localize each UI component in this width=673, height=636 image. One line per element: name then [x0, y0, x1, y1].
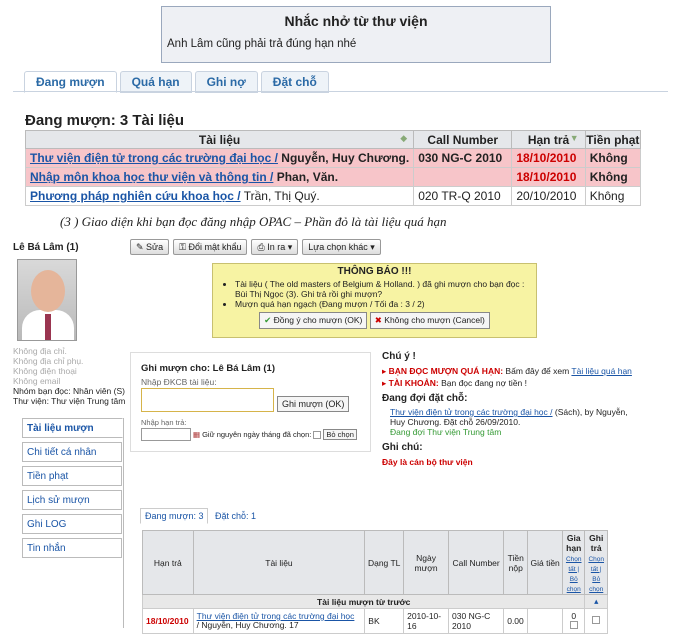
- checkout-submit-button[interactable]: Ghi mượn (OK): [277, 396, 349, 412]
- overdue-link[interactable]: Tài liệu quá hạn: [571, 366, 632, 376]
- loan-title-link[interactable]: Phương pháp nghiên cứu khoa học /: [30, 189, 241, 203]
- edit-button[interactable]: ✎ Sửa: [130, 239, 169, 255]
- menu-details[interactable]: Chi tiết cá nhân: [22, 442, 122, 462]
- tab-current-loans[interactable]: Đang mượn: [24, 71, 117, 93]
- hold-link[interactable]: Thư viện điện tử trong các trường đại học /: [390, 407, 553, 417]
- renew-checkbox[interactable]: [570, 621, 578, 629]
- patron-name: Lê Bá Lâm (1): [13, 242, 79, 253]
- patron-info: Không địa chỉ. Không địa chỉ phụ. Không điện thoại Không email Nhóm bạn đọc: Nhân viên (S) Thư viện: Thư viện Trung tâm: [13, 346, 126, 406]
- table-row: Thư viện điện tử trong các trường đại học / Nguyễn, Huy Chương. 030 NG-C 2010 18/10/2010 Không: [26, 149, 641, 168]
- tab-holds[interactable]: Đặt chỗ: [261, 71, 329, 93]
- checkout-title: Ghi mượn cho: Lê Bá Lâm (1): [141, 363, 275, 374]
- notice-title: Nhắc nhở từ thư viện: [284, 13, 428, 29]
- alert-title: THÔNG BÁO !!!: [337, 266, 412, 277]
- renew-select-all[interactable]: Chọn tất | Bỏ chọn: [565, 555, 582, 593]
- tab-holds-bottom[interactable]: Đặt chỗ: 1: [214, 511, 256, 521]
- check-icon: ✔: [264, 315, 272, 325]
- alert-dialog: [212, 263, 537, 338]
- sort-icon: ◆: [400, 132, 408, 143]
- loan-title-link[interactable]: Thư viện điện tử trong các trường đại học /: [30, 151, 278, 165]
- confirm-button[interactable]: ✔ Đồng ý cho mượn (OK): [259, 312, 367, 329]
- table-row: 18/10/2010 Thư viện điện tử trong các trường đại học / Nguyễn, Huy Chương. 17 BK 2010-10-16 030 NG-C 2010 0.00 0: [143, 609, 608, 634]
- keep-date-checkbox[interactable]: [313, 431, 321, 439]
- col-title[interactable]: Tài liệu ◆: [26, 131, 414, 149]
- table-row: Phương pháp nghiên cứu khoa học / Trần, Thị Quý. 020 TR-Q 2010 20/10/2010 Không: [26, 187, 641, 206]
- checkout-form: Ghi mượn cho: Lê Bá Lâm (1) Nhập ĐKCB tài liệu: Ghi mượn (OK) Nhập hạn trả: ▦ Giữ nguyên ngày tháng đã chọn: Bỏ chọn: [130, 352, 371, 452]
- issues-table: Hạn trả Tài liệu Dạng TL Ngày mượn Call Number Tiền nộp Giá tiền Gia hạn Chọn tất | Bỏ chọn Ghi trả Chọn tất | Bỏ chọn Tài liệu mượn từ trước ▴ 18/10/2010 Thư viện điện tử trong các trường đại học / Nguyễn, Huy Chương. 17 BK 2010-10-16 030 NG-C 2010 0.00 0: [142, 530, 608, 634]
- menu-loans[interactable]: Tài liệu mượn: [22, 418, 123, 438]
- tab-overdue[interactable]: Quá hạn: [120, 71, 192, 93]
- library-notice: [161, 6, 551, 63]
- table-row: Nhập môn khoa học thư viện và thông tin / Phan, Văn. 18/10/2010 Không: [26, 168, 641, 187]
- patron-menu: [22, 418, 122, 562]
- col-due[interactable]: Hạn trả ▼: [512, 131, 585, 149]
- menu-history[interactable]: Lịch sử mượn: [22, 490, 122, 510]
- close-icon: ✖: [374, 315, 382, 325]
- sort-down-icon: ▼: [569, 132, 579, 143]
- cancel-button[interactable]: ✖ Không cho mượn (Cancel): [370, 312, 490, 329]
- patron-notes: Chú ý ! ▸ BẠN ĐỌC MƯỢN QUÁ HẠN: Bấm đây để xem Tài liệu quá hạn ▸ TÀI KHOẢN: Bạn đọc đang nợ tiền ! Đang đợi đặt chỗ: Thư viện điện tử trong các trường đại học / (Sách), by Nguyễn, Huy Chương. Đặt chỗ 26/09/2010. Đang đợi Thư viện Trung tâm Ghi chú: Đây là cán bộ thư viện: [382, 351, 632, 467]
- return-select-all[interactable]: Chọn tất | Bỏ chọn: [588, 555, 604, 593]
- col-call[interactable]: Call Number: [414, 131, 512, 149]
- issues-tabs: [140, 508, 260, 524]
- alert-line: • Tài liệu ( The old masters of Belgium & Holland. ) đã ghi mượn cho bạn đọc : Bùi Thị Ngọc (3). Ghi trả rồi ghi mượn?: [235, 279, 536, 299]
- alert-line: • Mượn quá hạn ngạch (Đang mượn / Tối đa : 3 / 2): [235, 299, 536, 309]
- loans-table: [25, 130, 641, 206]
- toolbar: [130, 239, 610, 259]
- avatar: [17, 259, 77, 341]
- loan-title-link[interactable]: Nhập môn khoa học thư viện và thông tin /: [30, 170, 274, 184]
- divider: [123, 418, 124, 628]
- change-password-button[interactable]: ⚿ Đổi mật khẩu: [173, 239, 247, 255]
- tab-issues[interactable]: Đang mượn: 3: [140, 508, 208, 524]
- issue-title-link[interactable]: Thư viện điện tử trong các trường đại học: [196, 611, 355, 621]
- due-date-input[interactable]: [141, 428, 191, 441]
- menu-messages[interactable]: Tin nhắn: [22, 538, 122, 558]
- notice-body: Anh Lâm cũng phải trả đúng hạn nhé: [167, 38, 357, 50]
- calendar-icon[interactable]: ▦: [193, 430, 201, 439]
- menu-log[interactable]: Ghi LOG: [22, 514, 122, 534]
- print-button[interactable]: ⎙ In ra ▾: [251, 239, 298, 255]
- loan-tabs: [24, 71, 332, 92]
- figure-caption: (3 ) Giao diện khi bạn đọc đăng nhập OPAC – Phần đỏ là tài liệu quá hạn: [60, 214, 447, 229]
- return-checkbox[interactable]: [592, 616, 600, 624]
- collapse-icon[interactable]: ▴: [585, 595, 608, 609]
- tab-fines[interactable]: Ghi nợ: [195, 71, 258, 93]
- col-fine[interactable]: Tiền phạt: [586, 132, 640, 147]
- clear-button[interactable]: Bỏ chọn: [323, 429, 357, 440]
- loans-heading: Đang mượn: 3 Tài liệu: [25, 112, 185, 129]
- menu-fines[interactable]: Tiền phạt: [22, 466, 122, 486]
- more-options-button[interactable]: Lựa chọn khác ▾: [302, 239, 381, 255]
- barcode-input[interactable]: [141, 388, 274, 412]
